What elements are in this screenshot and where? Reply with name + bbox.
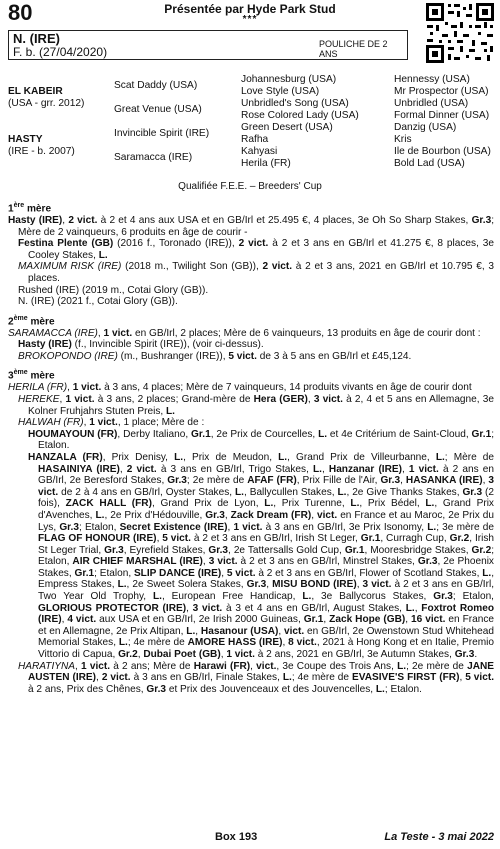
pedigree-g2-item: Saramacca (IRE)	[114, 152, 193, 163]
sire-name: EL KABEIR	[8, 86, 63, 97]
horse-name: N. (IRE)	[13, 31, 60, 46]
horse-birth: F. b. (27/04/2020)	[13, 45, 108, 59]
record-paragraph: HERILA (FR), 1 vict. à 3 ans, 4 places; Mère de 7 vainqueurs, 14 produits vivants en âge de courir dont	[8, 382, 472, 394]
record-paragraph: BROKOPONDO (IRE) (m., Bushranger (IRE)), 5 vict. de 3 à 5 ans en GB/Irl et £45,124.	[18, 350, 412, 362]
record-paragraph: N. (IRE) (2021 f., Cotai Glory (GB)).	[18, 296, 178, 308]
pedigree-table	[8, 72, 500, 172]
record-paragraph: Festina Plente (GB) (2016 f., Toronado (IRE)), 2 vict. à 2 et 3 ans en GB/Irl et 41.275 €, 8 places, 3e Cooley Stakes, L.	[18, 238, 494, 261]
record-paragraph: HEREKE, 1 vict. à 3 ans, 2 places; Grand-mère de Hera (GER), 3 vict. à 2, 4 et 5 ans en Allemagne, 3e Kolner Fruhjahrs Stuten Preis, L.	[18, 393, 495, 417]
sex-age-label: POULICHE DE 2 ANS	[319, 39, 388, 59]
presenter-line: Présentée par Hyde Park Stud	[164, 2, 336, 16]
record-paragraph: Rushed (IRE) (2019 m., Cotai Glory (GB)).	[18, 284, 209, 296]
pedigree-g2-item: Invincible Spirit (IRE)	[114, 128, 210, 139]
dam-info: (IRE - b. 2007)	[8, 146, 75, 157]
record-paragraph: HALWAH (FR), 1 vict., 1 place; Mère de :	[18, 417, 205, 429]
record-paragraph: SARAMACCA (IRE), 1 vict. en GB/Irl, 2 places; Mère de 6 vainqueurs, 13 produits en âge de courir dont :	[8, 327, 481, 339]
box-number: Box 193	[215, 831, 258, 843]
sale-place-date: La Teste - 3 mai 2022	[384, 831, 494, 843]
pedigree-g2-item: Scat Daddy (USA)	[114, 80, 198, 91]
pedigree-g3-item: Green Desert (USA)	[241, 122, 333, 133]
pedigree-g3-item: Herila (FR)	[241, 158, 291, 169]
record-paragraph: MAXIMUM RISK (IRE) (2018 m., Twilight Son (GB)), 2 vict. à 2 et 3 ans, 2021 en GB/Irl et 10.795 €, 3 places.	[18, 261, 494, 284]
record-paragraph: Hasty (IRE) (f., Invincible Spirit (IRE)), (voir ci-dessus).	[18, 339, 264, 351]
pedigree-g4-item: Kris	[394, 134, 412, 145]
lot-number: 80	[8, 0, 33, 25]
stars-mark: ***	[242, 14, 258, 25]
record-paragraph: HARATIYNA, 1 vict. à 2 ans; Mère de Harawi (FR), vict., 3e Coupe des Trois Ans, L.; 2e mère de JANE AUSTEN (IRE), 2 vict. à 3 ans en GB/Irl, Finale Stakes, L.; 4e mère de EVASIVE'S FIRST (FR), 5 vict. à 2 ans, Prix des Chênes, Gr.3 et Prix des Jouvenceaux et des Jouvencelles, L.; Etalon.	[18, 660, 495, 695]
pedigree-g4-item: Mr Prospector (USA)	[394, 86, 489, 97]
section-title: 2ème mère	[8, 314, 55, 328]
section-title: 1ère mère	[8, 202, 52, 215]
pedigree-g4-item: Unbridled (USA)	[394, 98, 469, 109]
pedigree-g3-item: Love Style (USA)	[241, 86, 320, 97]
horse-id-box	[8, 30, 408, 60]
dam-name: HASTY	[8, 134, 43, 145]
pedigree-g4-item: Danzig (USA)	[394, 122, 457, 133]
pedigree-g4-item: Ile de Bourbon (USA)	[394, 146, 491, 157]
qualification-line: Qualifiée F.E.E. – Breeders' Cup	[178, 181, 322, 192]
pedigree-g4-item: Formal Dinner (USA)	[394, 110, 490, 121]
pedigree-g3-item: Unbridled's Song (USA)	[241, 98, 349, 109]
record-paragraph: HOUMAYOUN (FR), Derby Italiano, Gr.1, 2e Prix de Courcelles, L. et 4e Critérium de Saint-Cloud, Gr.1; Etalon.	[28, 428, 494, 452]
pedigree-g3-item: Johannesburg (USA)	[241, 74, 337, 85]
pedigree-g3-item: Rafha	[241, 134, 269, 145]
pedigree-g3-item: Kahyasi	[241, 146, 278, 157]
pedigree-g2-item: Great Venue (USA)	[114, 104, 202, 115]
record-paragraph: HANZALA (FR), Prix Denisy, L., Prix de Meudon, L., Grand Prix de Villeurbanne, L.; Mère de HASAINIYA (IRE), 2 vict. à 3 ans en GB/Irl, Trigo Stakes, L., Hanzanar (IRE), 1 vict. à 2 ans en GB/Irl, 2e Beresford Stakes, Gr.3; 2e mère de AFAF (FR), Prix Fille de l'Air, Gr.3, HASANKA (IRE), 3 vict. de 2 à 4 ans en GB/Irl, Oyster Stakes, L., Ballycullen Stakes, L., 2e Give Thanks Stakes, Gr.3 (2 fois), ZACK HALL (FR), Grand Prix de Lyon, L., Prix Turenne, L., Prix Bédel, L., Grand Prix d'Avenches, L., 2e Prix d'Hédouville, Gr.3, Zack Dream (FR), vict. en France et au Maroc, 2e Prix du Lys, Gr.3; Etalon, Secret Existence (IRE), 1 vict. à 3 ans en GB/Irl, 3e Prix Isonomy, L.; 3e mère de FLAG OF HONOUR (IRE), 5 vict. à 2 et 3 ans en GB/Irl, Irish St Leger, Gr.1, Curragh Cup, Gr.2, Irish St Leger Trial, Gr.3, Eyrefield Stakes, Gr.3, 2e Tattersalls Gold Cup, Gr.1, Mooresbridge Stakes, Gr.2; Etalon, AIR CHIEF MARSHAL (IRE), 3 vict. à 2 et 3 ans en GB/Irl, Minstrel Stakes, Gr.3, 2e Phoenix Stakes, Gr.1; Etalon, SLIP DANCE (IRE), 5 vict. à 2 et 3 ans en GB/Irl, Flower of Scotland Stakes, L., Empress Stakes, L., 2e Sweet Solera Stakes, Gr.3, MISU BOND (IRE), 3 vict. à 2 et 3 ans en GB/Irl, Two Year Old Trophy, L., European Free Handicap, L., 3e Ballycorus Stakes, Gr.3; Etalon, GLORIOUS PROTECTOR (IRE), 3 vict. à 3 et 4 ans en GB/Irl, August Stakes, L., Foxtrot Romeo (IRE), 4 vict. aux USA et en GB/Irl, 2e Irish 2000 Guineas, Gr.1, Zack Hope (GB), 16 vict. en France et en Allemagne, 2e Prix Altipan, L., Hasanour (USA), vict. en GB/Irl, 2e Owenstown Stud Whitehead Memorial Stakes, L.; 4e mère de AMORE HASS (IRE), 8 vict., 2021 à Hong Kong et en Italie, Premio Vittorio di Capua, Gr.2, Dubai Poet (GB), 1 vict. à 2 ans, 2021 en GB/Irl, 3e Autumn Stakes, Gr.3.	[28, 451, 495, 661]
pedigree-g3-item: Rose Colored Lady (USA)	[241, 110, 359, 121]
section-title: 3ème mère	[8, 369, 55, 382]
sire-info: (USA - grr. 2012)	[8, 98, 85, 109]
pedigree-g4-item: Hennessy (USA)	[394, 74, 470, 85]
record-paragraph: Hasty (IRE), 2 vict. à 2 et 4 ans aux USA et en GB/Irl et 25.495 €, 4 places, 3e Oh So Sharp Stakes, Gr.3; Mère de 2 vainqueurs, 6 produits en âge de courir -	[8, 214, 495, 238]
qr-code-icon	[425, 2, 495, 64]
produce-record	[8, 200, 494, 695]
pedigree-g4-item: Bold Lad (USA)	[394, 158, 465, 169]
